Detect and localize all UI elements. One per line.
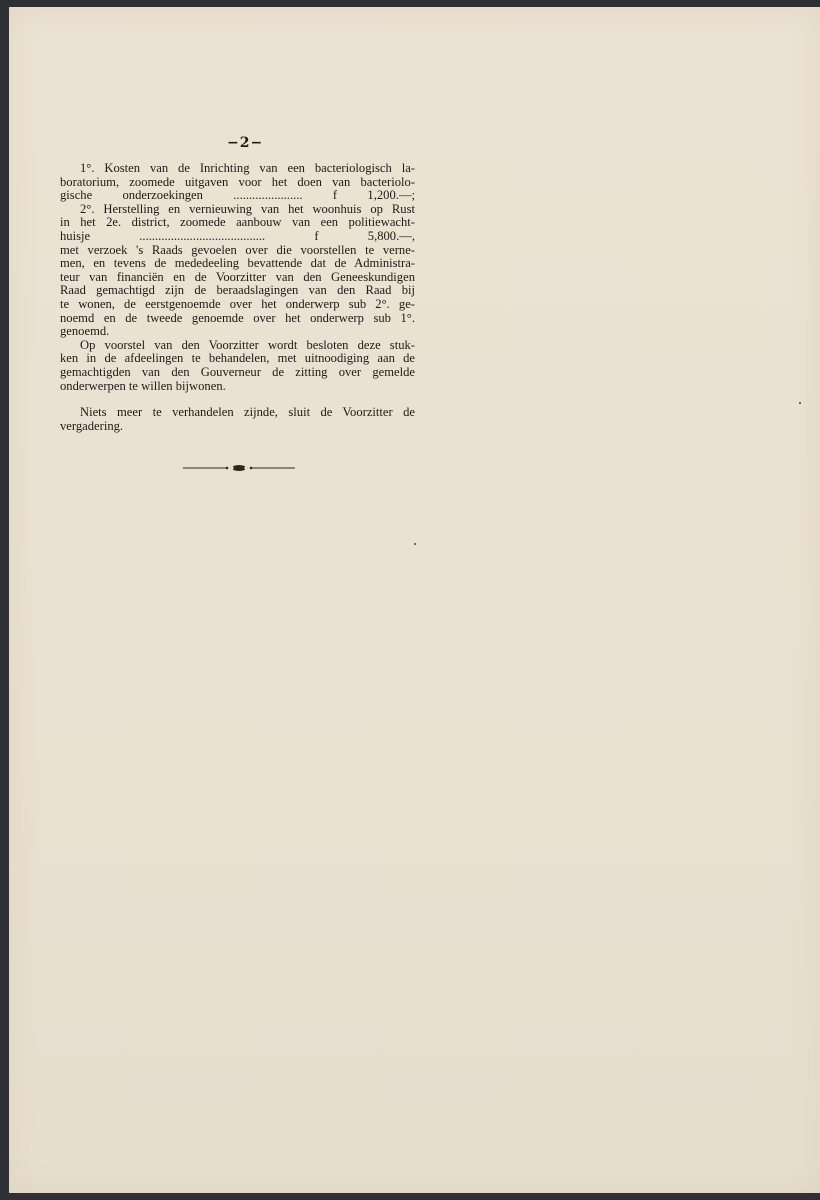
text-line: ken in de afdeelingen te behandelen, met uitnoodiging aan de xyxy=(60,351,415,366)
paper-speck xyxy=(414,543,416,545)
text-line: teur van financiën en de Voorzitter van den Geneeskundigen xyxy=(60,269,415,284)
text-line: boratorium, zoomede uitgaven voor het doen van bacteriolo- xyxy=(60,174,415,189)
text-line: Raad gemachtigd zijn de beraadslagingen van den Raad bij xyxy=(60,283,415,298)
ornamental-divider xyxy=(183,462,295,474)
body-text xyxy=(60,162,415,433)
text-line: in het 2e. district, zoomede aanbouw van een politiewacht- xyxy=(60,215,415,230)
document-page xyxy=(9,7,820,1193)
text-line: genoemd. xyxy=(60,324,110,339)
text-line: gische onderzoekingen ...................... f 1,200.—; xyxy=(60,188,415,203)
text-line: gemachtigden van den Gouverneur de zitting over gemelde xyxy=(60,364,415,379)
text-line: vergadering. xyxy=(60,418,124,433)
text-line: noemd en de tweede genoemde over het onderwerp sub 1°. xyxy=(60,310,415,325)
page-number: −2− xyxy=(227,135,264,151)
text-line: 2°. Herstelling en vernieuwing van het woonhuis op Rust xyxy=(80,201,415,216)
text-line: te wonen, de eerstgenoemde over het onderwerp sub 2°. ge- xyxy=(60,296,415,311)
text-line: Niets meer te verhandelen zijnde, sluit de Voorzitter de xyxy=(80,405,415,420)
paper-speck xyxy=(799,402,801,404)
text-line: huisje ........................................ f 5,800.—, xyxy=(60,228,415,243)
text-line: met verzoek 's Raads gevoelen over die voorstellen te verne- xyxy=(60,242,415,257)
text-line: Op voorstel van den Voorzitter wordt besloten deze stuk- xyxy=(80,337,415,352)
text-line: 1°. Kosten van de Inrichting van een bacteriologisch la- xyxy=(80,161,415,175)
text-line: onderwerpen te willen bijwonen. xyxy=(60,378,226,393)
text-line: men, en tevens de mededeeling bevattende dat de Administra- xyxy=(60,256,415,271)
